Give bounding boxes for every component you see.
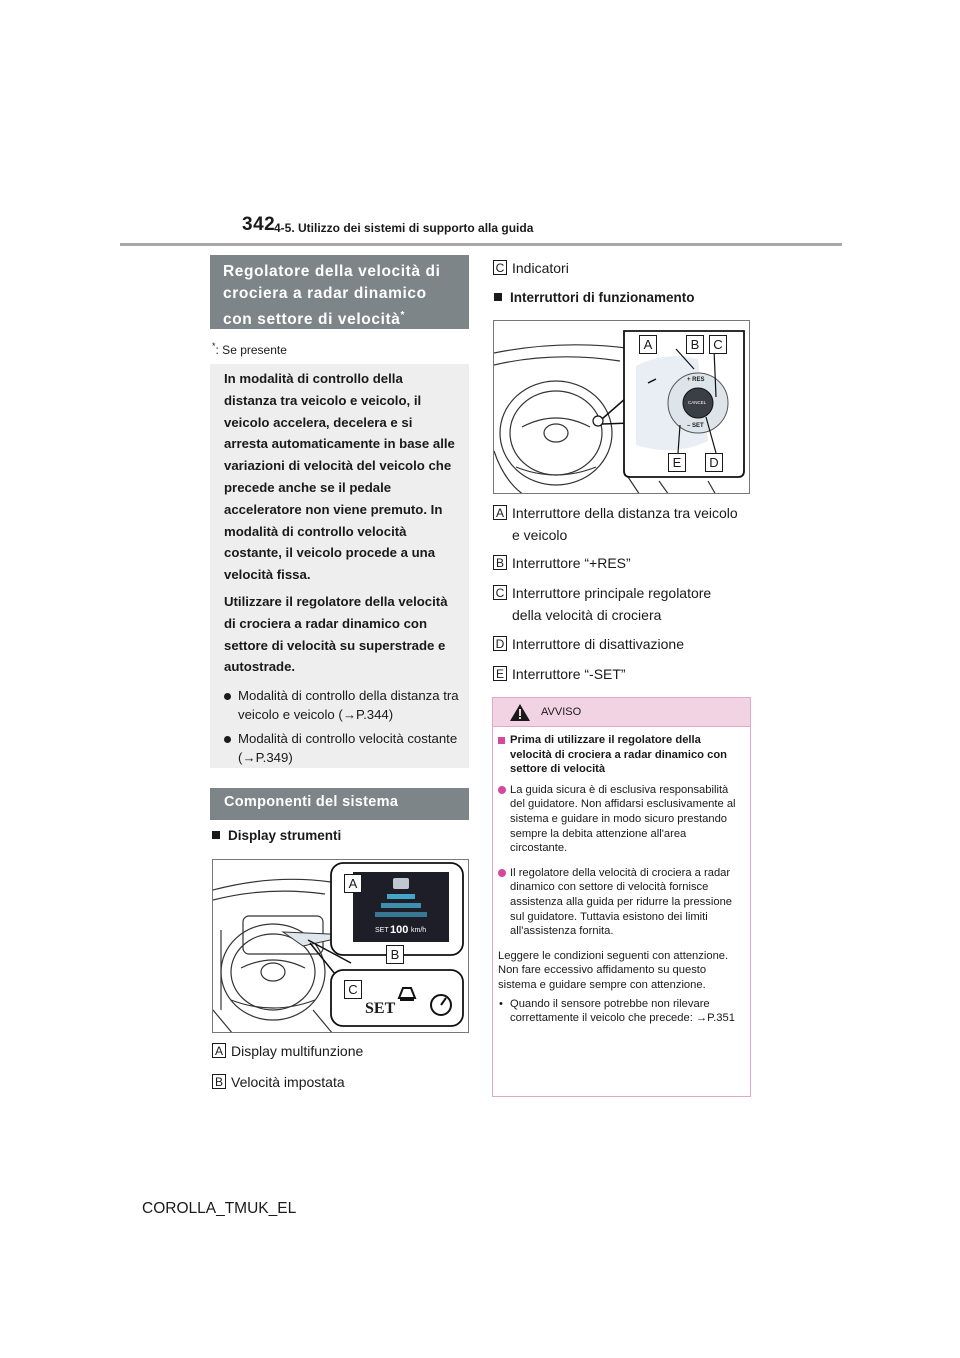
warning-title: AVVISO (541, 706, 582, 718)
switch-item-d-letter: D (493, 636, 507, 651)
switch-item-e (493, 663, 738, 685)
fig2-label-a: A (639, 335, 657, 354)
square-bullet-icon (212, 831, 220, 839)
fig1-label-c: C (344, 980, 362, 999)
switch-item-a (493, 502, 738, 546)
mode-bullet-constant-text: Modalità di controllo velocità costante (→P.349) (238, 731, 458, 766)
footnote-asterisk: * (212, 341, 216, 351)
components-title: Componenti del sistema (210, 788, 469, 818)
intro-box (210, 364, 469, 768)
header-rule (120, 243, 842, 246)
warning-item-2-text: Il regolatore della velocità di crociera a radar dinamico con settore di velocità fornisce assistenza alla guida per ridurre la pressione sul guidatore. Tuttavia esistono dei limiti all'assistenza fornita. (510, 866, 733, 938)
legend-a-text: Display multifunzione (231, 1043, 364, 1059)
section-title-line-2: crociera a radar dinamico (223, 285, 427, 302)
legend-b-letter: B (212, 1074, 226, 1089)
fig2-label-c: C (709, 335, 727, 354)
bullet-dot (498, 869, 506, 877)
bullet-dot (224, 693, 231, 700)
switch-item-c-letter: C (493, 585, 507, 600)
section-title-line-3: con settore di velocità (223, 311, 401, 329)
warning-item-1-text: La guida sicura è di esclusiva responsabilità del guidatore. Non affidarsi esclusivamente al sistema e guidare in modo sicuro prestando sempre la debita attenzione all'area circostante. (510, 783, 736, 855)
footer-code: COROLLA_TMUK_EL (142, 1200, 297, 1217)
legend-a-letter: A (212, 1043, 226, 1058)
display-heading (212, 828, 341, 843)
warning-triangle-icon (509, 703, 531, 722)
intro-paragraph-1: In modalità di controllo della distanza tra veicolo e veicolo, il veicolo accelera, decelera e si arresta automaticamente in base alle variazioni di velocità del veicolo che precede anche se il pedale acceleratore non viene premuto. In modalità di controllo velocità costante, il veicolo procede a una velocità fissa. (224, 371, 455, 583)
page-number: 342 (242, 214, 276, 235)
fig1-set-indicator: SET (365, 1000, 396, 1017)
bullet-dot (498, 786, 506, 794)
fig1-speed: 100 (390, 924, 409, 936)
switches-heading-text: Interruttori di funzionamento (510, 290, 695, 305)
switch-item-b (493, 552, 738, 574)
legend-a (212, 1040, 472, 1062)
warning-item-2 (498, 866, 744, 939)
square-bullet-icon (494, 293, 502, 301)
fig2-label-e: E (668, 453, 686, 472)
legend-b (212, 1071, 472, 1093)
fig2-set-label: – SET (687, 423, 704, 429)
steering-switch-figure (493, 320, 750, 494)
square-bullet-icon (498, 737, 505, 744)
switch-item-d-text: Interruttore di disattivazione (512, 636, 684, 652)
legend-b-text: Velocità impostata (231, 1074, 345, 1090)
fig1-label-b: B (386, 945, 404, 964)
switch-item-b-text: Interruttore “+RES” (512, 555, 631, 571)
switch-item-c-text: Interruttore principale regolatore della velocità di crociera (512, 585, 712, 623)
bullet-dot (224, 736, 231, 743)
fig1-unit: km/h (411, 927, 427, 934)
fig2-label-d: D (705, 453, 723, 472)
intro-paragraph-2: Utilizzare il regolatore della velocità di crociera a radar dinamico con settore di velocità su superstrade e autostrade. (224, 593, 448, 675)
switch-item-a-letter: A (493, 505, 507, 520)
footnote-text: : Se presente (215, 343, 287, 357)
footnote (212, 341, 287, 357)
footnote-mark: * (400, 310, 405, 321)
chapter-title: 4-5. Utilizzo dei sistemi di supporto alla guida (274, 221, 534, 235)
warning-heading-text: Prima di utilizzare il regolatore della velocità di crociera a radar dinamico con settore di velocità (510, 734, 727, 776)
fig1-set-label: SET (375, 927, 389, 934)
warning-sub-item-text: Quando il sensore potrebbe non rilevare correttamente il veicolo che precede: →P.351 (510, 997, 735, 1025)
legend-c-letter: C (493, 260, 507, 275)
instrument-display-illustration (213, 860, 469, 1033)
mode-bullet-constant (224, 729, 459, 767)
fig1-label-a: A (344, 874, 362, 893)
components-title-rule (210, 818, 469, 820)
warning-paragraph: Leggere le condizioni seguenti con attenzione. Non fare eccessivo affidamento su questo sistema e guidare sempre con attenzione. (498, 949, 729, 991)
warning-header (493, 698, 750, 727)
legend-c-text: Indicatori (512, 260, 569, 276)
switch-item-a-text: Interruttore della distanza tra veicolo e veicolo (512, 505, 738, 543)
fig2-res-label: + RES (687, 377, 705, 383)
switch-item-e-text: Interruttore “-SET” (512, 666, 626, 682)
warning-sub-item (498, 997, 744, 1026)
fig2-cancel-label: CANCEL (688, 400, 707, 405)
fig2-label-b: B (686, 335, 704, 354)
warning-item-1 (498, 783, 744, 856)
mode-bullet-distance (224, 686, 459, 724)
switches-heading (494, 290, 695, 305)
mode-bullet-distance-text: Modalità di controllo della distanza tra veicolo e veicolo (→P.344) (238, 688, 459, 723)
instrument-display-figure (212, 859, 469, 1033)
sub-bullet: • (499, 997, 503, 1010)
switch-item-c (493, 582, 738, 626)
warning-heading (498, 733, 744, 777)
switch-item-e-letter: E (493, 666, 507, 681)
warning-box (492, 697, 751, 1097)
switch-item-b-letter: B (493, 555, 507, 570)
section-title-line-1: Regolatore della velocità di (223, 263, 441, 280)
legend-c (493, 257, 753, 279)
display-heading-text: Display strumenti (228, 828, 342, 843)
switch-item-d (493, 633, 738, 655)
section-title (210, 255, 469, 329)
